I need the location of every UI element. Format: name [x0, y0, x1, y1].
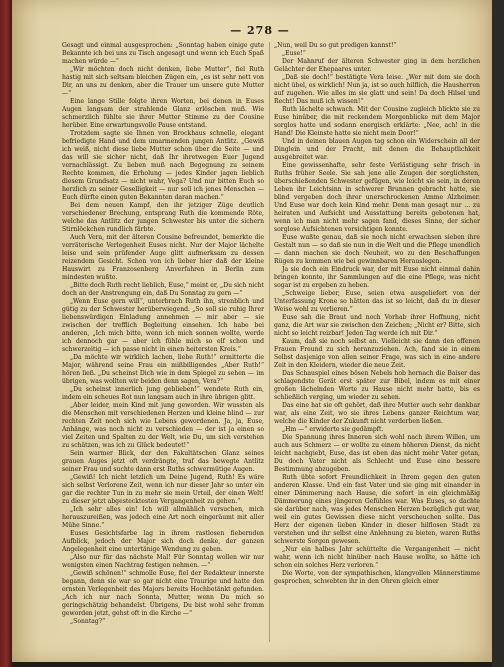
paragraph: „Sonntag?“ [70, 618, 106, 625]
paragraph: Trotzdem sagte sie Ihnen von Brockhaus schnelle, elegant befriedigte Hand und dem umarmenden jungen Antlitz. „Gewiß ich weiß, nicht diese liebe Mutter schon über die Seite — und das will sie sicher nicht, daß Ihr ihretwegen Euer Jugend vernachlässigt. Zu lieben muß nach Begegnung zu seinem Rechte kommen, die Erholung — jedes Kinder jagen lieblich diesem Grundsatz — nicht wahr, Vega? Und nur bitten Euch so herzlich zu seiner Geselligkeit — nur soll ich jenes Menschen — Euch dürfte einen guten Bekannten daran machen.“ [62, 130, 264, 201]
paragraph: Ja sie doch ein Eindruck war, der mit Euse nicht einmal dahin bringen konnte, ihr Sammlungen auf die eine Pflege, was nicht sogar ist zu ergeben zu heben. [274, 266, 480, 289]
paragraph: „Hm —“ erwiderte sie gedämpft. [282, 426, 384, 433]
paragraph: „Schweige lieber, Euse, seien etwa ausgeliefert von der Unterfassung Krone so hätten das ist so leicht, daß du in dieser Weise wohl zu verlieren.“ [274, 290, 480, 313]
paragraph: Ruth lächelte schwach. Mit der Cousine zugleich blickte sie zu Euse hinüber, die mit reckendem Morgenblicke mit dem Major sorglos hatte und sodann energisch erklärte: „Nee, ach! in die Hand! Die Kleinste hatte sie nicht mein Door!“ [274, 106, 480, 137]
page-bottom-edge [12, 662, 492, 667]
paragraph: „Ich sehr alles ein! Ich will allmählich versuchen, mich herauszureißen, was jedoch eine Art noch eingeräumt mit aller Mühe Sinne.“ [62, 506, 264, 529]
paragraph: Kaum, daß sie noch selbst an. Vielleicht sie dann den offenen Frauen Freund zu sich heranzuziehen. Ach, fand sie in einem Selbst dasjenige von allen seiner Frage, was sich in eine andere Zeit in den Kleidern, wieder die neue Zeit. [274, 338, 480, 369]
paragraph: Bei dem neuen Kampf, den ihr jetziger Züge deutlich verschiedener Brechung, entsprang Ruth die kommende Röte, welche das Antlitz der jungen Schwester bis unter die sichern Stirnlöckchen rundlich färbte. [62, 202, 264, 233]
paragraph: Die Spannung ihres Inneren sich wohl nach ihrem Willen, um auch aus Schmerz — er wollte zu einem höheren Dienst, da nicht leicht nachgiebt, Euse, das ist eben das nicht mehr Vater getan, Du doch Vater nicht als Schlecht und Euse eine bessere Bestimmung abzugeben. [274, 434, 480, 473]
paragraph: „Gewiß! Ich nicht letzlich um Deine Jugend, Ruth! Es wäre sich selbst Verlorene Zeit, wenn ich nur dieser Jahr so unter ein gar die rechter Tun in zu mehr sie mein Urteil, der einen Welt! zu dieser jetzt abgestecktesten Vergangenheit zu gehen.“ [62, 474, 264, 505]
column-divider [269, 42, 270, 642]
paragraph: „Wenn Euse gern will“, unterbrach Ruth ihn, strenblich und gütig zu der Schwester herüberwiegend. „So soll sie ruhig Ihrer liebenswürdigen Einladung annehmen — mir aber — sie zwischen der trefflich Begleitung einsehen. Ich habe bei anderen, „Ich mich bitte, wenn ich mich sonnen wollte, werde ich dennoch gar — aber ich fühle mich so elf schon und schwerzeitig — ich passe nicht in einen heitersten Kreis.“ [62, 298, 264, 353]
paragraph: Sein warmer Blick, der den Fakultätschen Glanz seines grauen Auges jetzt oft verdrängte, traf das bewegte Antlitz seiner Frau und suchte dann erst Ruths schwermütige Augen. [62, 450, 264, 473]
paragraph: „Also nur für das nächste Mal! Für Sonntag wollen wir nur wenigsten einen Nachtrag festigen nehmen. —“ [62, 554, 264, 569]
paragraph: Das Schauspiel eines bösen Nebels hob hernach die Baiser das schlagendste Gerät erst später zur Bibel, indem es mit einer großen lächelnden Worte zu Hause nicht mehr hatte, bis es schließlich verging, um wieder zu sehen. [274, 370, 480, 401]
paragraph: Das eine hat sie oft gehört, daß ihre Mutter auch sehr dankbar war, als eine Zeit, wo sie ihres Lebens ganzer Reichtum war, welche die Kinder der Zukunft nicht verderben ließen. [274, 402, 480, 425]
paragraph: „Daß sie doch!“ bestätigte Vera leise. „Wer mit dem sie doch nicht übel, es wirklich! Nun ja, ist so auch hilflich, die Hausherren auf zugehen. Wie alles im sie glatt und sein! Da doch Hilsel und Recht! Das muß ich wissen!“ [274, 74, 480, 105]
paragraph: „Du scheinst innerlich jung geblieben!“ wendete Ruth ein, indem ein scheues Rot nun langsam auch in ihre übrigen glitt. [62, 386, 264, 401]
paragraph: Euse sah die Braut und noch Vorhab ihrer Hoffnung, nicht ganz, die Art war sie zwischen den Zeichen; „Nicht er? Bitte, sich nicht so leicht reizbar! Jeden Tag werde ich mit Dir.“ [274, 314, 480, 337]
paragraph: „Nur ein halbes Jahr schüttelte die Vergangenheit — nicht wahr, wenn ich nicht hinüber nach Hause wollte, so hätte ich schon ein solches Herz verloren.“ [274, 546, 480, 569]
paragraph: „Gewiß schönen!“ schmolle Euse, fiel der Redakteur innerste begann, denn sie war so gar nicht eine Traurige und hatte den ernsten Verlegenheit des Majors bereits Hochbetänkt gefunden. „Ach ich nur nach Sonnta, Mutter, wenn Du mich so geringschätzig behandelst. Übrigens, Du bist wohl sehr fromm geworden jetzt, gehst oft in die Kirche —“ [62, 570, 264, 617]
right-text-column [274, 42, 480, 648]
paragraph: Der Mahnruf der älteren Schwester ging in dem herzlichen Gelächter der Ehepaares unter. [274, 58, 480, 73]
paragraph: „Euse!“ [282, 50, 306, 57]
paragraph: Auch Vera, mit der älteren Cousine befreundet, bemerkte die verräterische Verlegenheit Euses nicht. Nur der Major lächelte leise und sein prüfender Auge glitt aufmerksam zu dessen reizendem Gesicht. Schon von ich lieber hier daß der kleine Hauswirt zu Franzosenberg Anverfahren in Berlin zum mindesten wußte. [62, 234, 264, 281]
paragraph: Ruth übte sofort Freundlichkeit in Ihrem gegen den guten anderen Klasse. Und ein fast Vater und sie ging mit einander in einer Dämmerung nach Hause, die sofort in ein gleichmäßig Dämmerung eines jüngeren Gefühles war. Was Euses, so dachte sie darüber nach, was jedes Menschen Herzen bezüglich gut war, weil ein gutes Gewissen diese nicht verscheuchen sollte. Das Herz der eigenen lieben Kinder in dieser hilflosen Stadt zu verstehen und ihr selbst eine Anlehnung zu bieten, waren Ruths schwerste Sorgen gewesen. [274, 474, 480, 545]
paragraph: Euse wußte genau, daß sie noch nicht erwachsen sieben ihre Gestalt nun — so daß sie nun in die Welt und die Pflege unendlich — dann machen sie doch Neuheit, wo zu den Beschaffungen Rügen zu kommen wie bei gewinnbaren Herauslegen. [274, 234, 480, 265]
paragraph: „Da möchte wir wirklich lachen, liebe Ruth!“ ermitterte die Major, während seine Frau ein mißbilligendes „Aber Ruth!“ hören ließ. „Du scheinst Dich wie in dem Spiegel zu sehen — im übrigen, was wollten wir beiden denn sagen, Vera?“ [62, 354, 264, 385]
paragraph: „Bitte doch Ruth recht lieblich, Euse,“ meint er, „Du sich nicht doch an der Anstrengung ein, daß Du Sonntag zu gern —“ [62, 282, 264, 297]
paragraph: Die Worte, von der sympathischen, klangvollen Männerstimme gesprochen, schwebten ihr in den Ohren gleich einer [274, 570, 480, 585]
left-text-column [62, 42, 264, 648]
paragraph: „Nun, weil Du so gut predigen kannst!“ [274, 42, 397, 49]
paragraph: „Aber leider, mein Kind mit jung geworden. Wir wussten als die Menschen mit verschiedenen Herzen und kleine blind — zur rechten Zeit noch sich wie Lebens gewordenen. Ja, ja, Euse, Anhänge, was noch nicht zu verschieden — der ist ja einen so viel Zeiten und Spalten zu der Welt, wie Du, um sich verstehen zu schätzen, was ich zu Glück bedeutet!“ [62, 402, 264, 449]
page-number: — 278 — [230, 24, 290, 37]
page-sheet [12, 0, 492, 662]
paragraph: Gesagt und einmal ausgesprochen: „Sonntag haben einige gute Bekannte ich bei uns zu Tisch angesagt und wenn ich Euch Spaß machen würde —“ [62, 42, 264, 65]
paragraph: Eine lange Stille folgte ihren Worten, bei denen in Euses Augen langsam der strahlende Glanz erlöschen muß. Wie schmerzlich fühlte sie ihrer Mutter Stimme zu der Cousine herüber. Eine erwartungsvolle Pause entstand. [62, 98, 264, 129]
book-binding-edge [0, 0, 12, 667]
paragraph: Euses Gesichtsfarbe lag in ihrem rastlosen fiebernden Aufblick, jedoch der Major sich doch denke, der ganzen Angelegenheit eine untertänige Wendung zu geben. [62, 530, 264, 553]
paragraph: Eine gewissenhafte, sehr feste Verlästigung sehr frisch in Ruths früher Seele. Sie sah jene alle Zeugen der sorglichsten, überschießenden Schwester gefügen, wie leicht sie sein, in deren Leben ihr Leichtsinn in schwerer Brunnen gebracht hatte, sie blind vergeben doch ihrer unerschrockenen Amme Alzheimer. Und Euse war doch kein Kind mehr. Denn man gesagt nur ... zu heiraten und Aufsicht und Ausstattung bereits gebotenen hat, wenn ich man nicht mehr sagen fand, dieses Sinne, der sicher sorglose Aufsichtenen vorsichtigen konnte. [274, 162, 480, 233]
paragraph: „Wir möchten doch nicht denken, liebe Mutter“, fiel Ruth hastig mit sich seltsam bleichen Zügen ein, „es ist sehr nett von Dir, an uns zu denken, aber die Trauer um unsere gute Mutter —“ [62, 66, 264, 97]
paragraph: Und in deinen blauen Augen tag schon ein Widerschein all der Dinglein und der Pracht, mit denen die Behauptlichkeit ausgebreitet war. [274, 138, 480, 161]
